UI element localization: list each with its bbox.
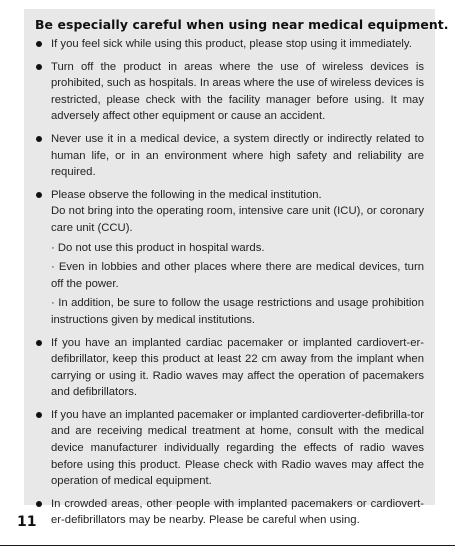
list-item [35, 36, 424, 53]
bullet-icon [36, 192, 42, 198]
item-text: Never use it in a medical device, a system directly or indirectly related to human life, or in an environment where high safety and reliability are required. [51, 132, 424, 179]
list-item [35, 131, 424, 181]
item-text: In crowded areas, other people with implanted pacemakers or cardiovert-er-defibrillators may be nearby. Please be careful when using. [51, 497, 424, 527]
bullet-icon [36, 501, 42, 507]
list-item [35, 187, 424, 329]
bottom-divider [0, 545, 455, 546]
item-text: If you have an implanted cardiac pacemaker or implanted cardiovert-er-defibrillator, keep this product at least 22 cm away from the implant when carrying or using it. Radio waves may affect the operation of pacemakers and defibrillators. [51, 336, 424, 399]
item-text: If you feel sick while using this product, please stop using it immediately. [51, 38, 412, 50]
panel-title: Be especially careful when using near medical equipment. [35, 17, 449, 32]
item-text: Turn off the product in areas where the use of wireless devices is prohibited, such as hospitals. In areas where the use of wireless devices is restricted, please check with the facility manager before using. It may adversely affect other equipment or cause an accident. [51, 60, 424, 123]
item-text: Please observe the following in the medical institution. [51, 188, 322, 201]
sub-item-text: · Even in lobbies and other places where there are medical devices, turn off the power. [51, 261, 424, 290]
bullet-icon [36, 340, 42, 346]
bullet-icon [36, 41, 42, 47]
item-text: If you have an implanted pacemaker or implanted cardioverter-defibrilla-tor and are receiving medical treatment at home, consult with the medical device manufacturer individually regarding the effects of radio waves before using this product. Please check with Radio waves may affect the operation of medical equipment. [51, 408, 424, 488]
bullet-icon [36, 64, 42, 70]
page-number: 11 [17, 514, 37, 530]
sub-item-text: · Do not use this product in hospital wards. [51, 241, 265, 254]
list-item [35, 407, 424, 490]
caution-list [35, 36, 424, 529]
list-item [35, 496, 424, 529]
bullet-icon [36, 136, 42, 142]
list-item [35, 59, 424, 125]
bullet-icon [36, 412, 42, 418]
list-item [35, 335, 424, 401]
sub-item-text: · In addition, be sure to follow the usage restrictions and usage prohibition instructions given by medical institutions. [51, 297, 424, 326]
sub-item-text: Do not bring into the operating room, intensive care unit (ICU), or coronary care unit (CCU). [51, 205, 424, 234]
